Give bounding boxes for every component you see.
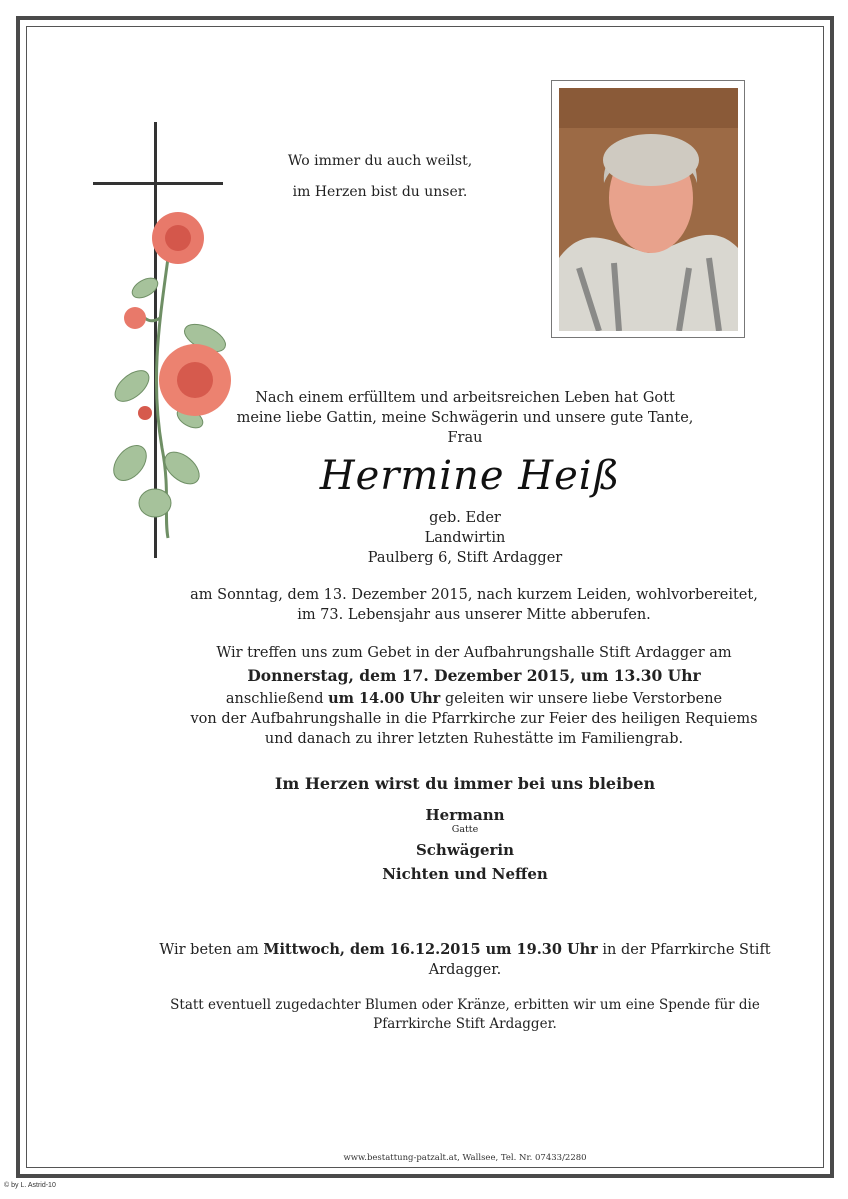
cross-horizontal (93, 182, 223, 185)
ceremony-line-4: von der Aufbahrungshalle in die Pfarrkirche zur Feier des heiligen Requiems (190, 711, 758, 727)
footer-contact: www.bestattung-patzalt.at, Wallsee, Tel. Nr. 07433/2280 (343, 1153, 587, 1163)
donation-line-2: Pfarrkirche Stift Ardagger. (373, 1016, 557, 1032)
memorial-heading: Im Herzen wirst du immer bei uns bleiben (274, 774, 656, 793)
donation-line-1: Statt eventuell zugedachter Blumen oder Kränze, erbitten wir um eine Spende für die (170, 997, 760, 1013)
print-credit: © by L. Astrid-10 (4, 1182, 56, 1189)
motto-line-1: Wo immer du auch weilst, (287, 153, 473, 169)
prayer-line-1: Wir beten am Mittwoch, dem 16.12.2015 um 19.30 Uhr in der Pfarrkirche Stift (159, 941, 771, 958)
intro-line-1: Nach einem erfülltem und arbeitsreichen Leben hat Gott (255, 390, 675, 406)
mourner-name: Nichten und Neffen (382, 865, 548, 883)
mourner-name: Schwägerin (415, 841, 515, 859)
portrait-photo (551, 80, 745, 338)
ceremony-line-5: und danach zu ihrer letzten Ruhestätte im Familiengrab. (264, 731, 684, 747)
death-line-2: im 73. Lebensjahr aus unserer Mitte abberufen. (297, 607, 651, 623)
ceremony-line-3: anschließend um 14.00 Uhr geleiten wir unsere liebe Verstorbene (225, 690, 723, 707)
intro-line-2: meine liebe Gattin, meine Schwägerin und unsere gute Tante, (236, 410, 694, 426)
occupation: Landwirtin (424, 530, 506, 546)
prayer-line-2: Ardagger. (428, 962, 502, 978)
address: Paulberg 6, Stift Ardagger (367, 550, 563, 566)
ceremony-date: Donnerstag, dem 17. Dezember 2015, um 13.30 Uhr (247, 666, 701, 685)
ceremony-line-1: Wir treffen uns zum Gebet in der Aufbahrungshalle Stift Ardagger am (216, 645, 732, 661)
death-line-1: am Sonntag, dem 13. Dezember 2015, nach kurzem Leiden, wohlvorbereitet, (190, 587, 758, 603)
cross-roses-illustration (90, 118, 250, 568)
intro-line-3: Frau (447, 430, 483, 446)
mourner-relation: Gatte (451, 824, 479, 835)
motto-line-2: im Herzen bist du unser. (292, 184, 468, 200)
birth-name: geb. Eder (429, 510, 501, 526)
deceased-name: Hermine Heiß (319, 453, 621, 499)
mourner-name: Hermann (425, 806, 505, 824)
rose-bud (124, 307, 146, 329)
